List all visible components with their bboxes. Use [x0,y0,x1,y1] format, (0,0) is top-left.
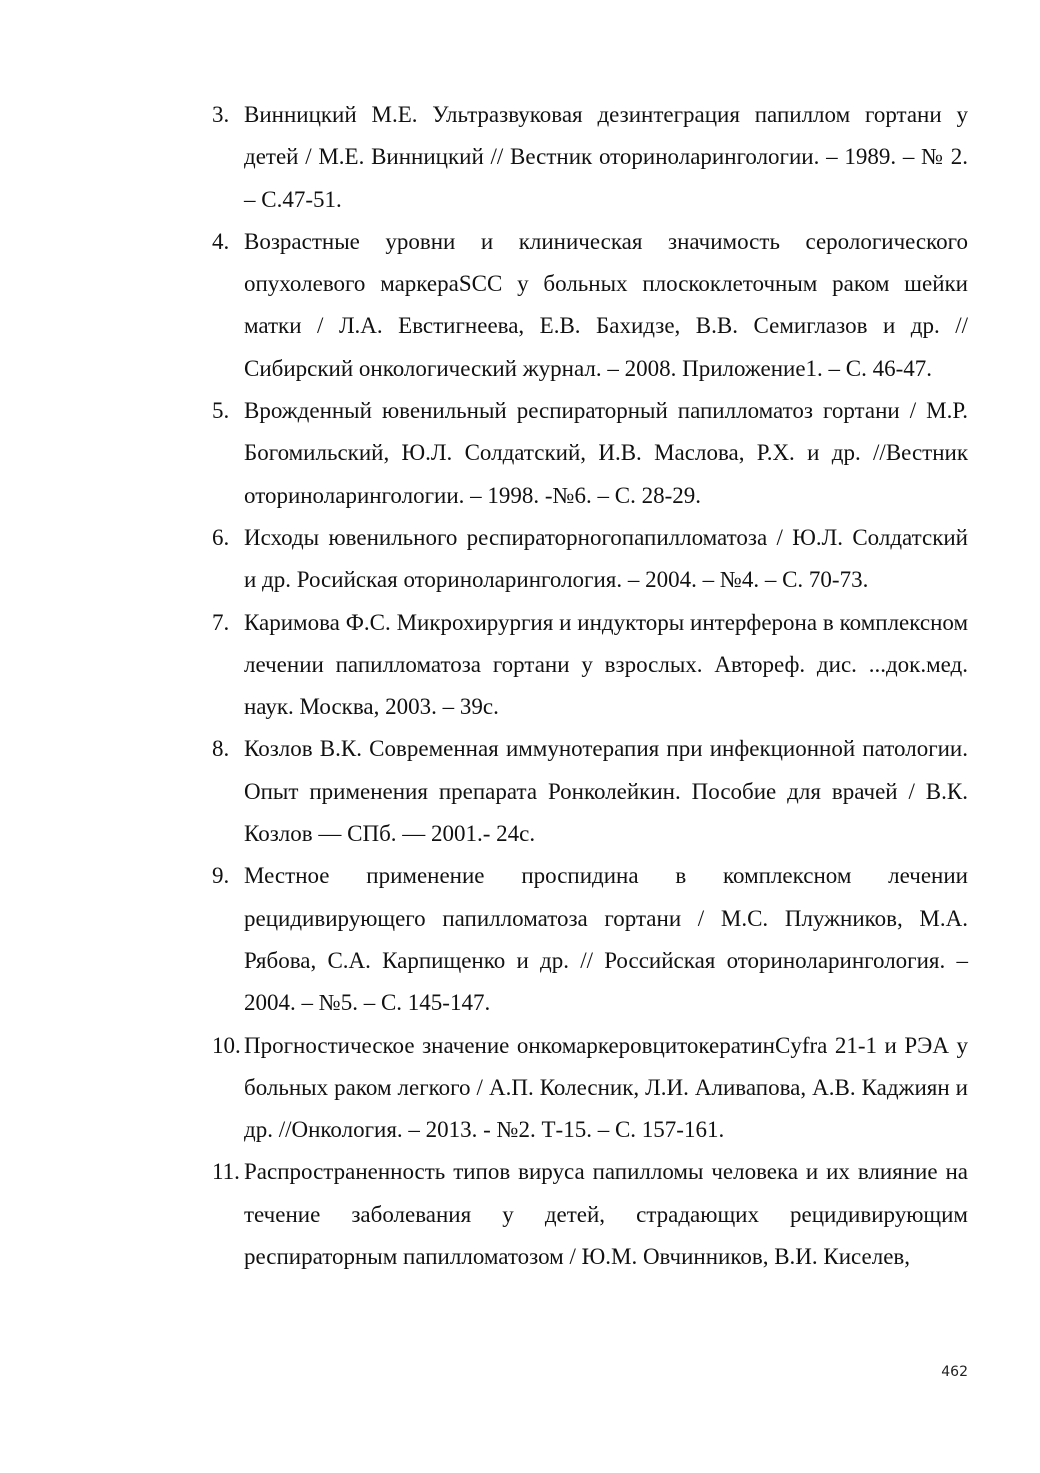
reference-number: 10. [212,1032,241,1058]
reference-item [212,602,968,729]
reference-number: 6. [212,524,230,550]
reference-text: Местное применение проспидина в комплексном лечении рецидивирующего папилломатоза гортани / М.С. Плужников, М.А. Рябова, С.А. Карпищенко и др. // Российская оториноларингология. – 2004. – №5. – С. 145-147. [244,863,968,1016]
reference-item [212,221,968,390]
reference-text: Каримова Ф.С. Микрохирургия и индукторы интерферона в комплексном лечении папилломатоза гортани у взрослых. Автореф. дис. ...док.мед. наук. Москва, 2003. – 39с. [244,609,968,720]
reference-number: 3. [212,102,230,127]
reference-text: Врожденный ювенильный респираторный папилломатоз гортани / М.Р. Богомильский, Ю.Л. Солдатский, И.В. Маслова, Р.Х. и др. //Вестник оториноларингологии. – 1998. -№6. – С. 28-29. [244,398,968,508]
reference-text: Прогностическое значение онкомаркеровцитокератинCyfra 21-1 и РЭА у больных раком легкого / А.П. Колесник, Л.И. Аливапова, А.В. Каджиян и др. //Онкология. – 2013. - №2. Т-15. – С. 157-161. [244,1032,968,1143]
page-number: 462 [941,1364,968,1380]
reference-item [212,94,968,221]
reference-number: 11. [212,1159,240,1185]
reference-text: Исходы ювенильного респираторногопапилломатоза / Ю.Л. Солдатский и др. Росийская оториноларингология. – 2004. – №4. – С. 70-73. [244,524,968,593]
reference-number: 9. [212,863,230,889]
reference-item [212,390,968,517]
reference-number: 7. [212,609,230,635]
reference-text: Винницкий М.Е. Ультразвуковая дезинтеграция папиллом гортани у детей / М.Е. Винницкий // Вестник оториноларингологии. – 1989. – № 2. – С.47-51. [244,102,968,212]
reference-item [212,1151,968,1278]
reference-item [212,517,968,602]
reference-list [212,94,968,1278]
reference-text: Козлов В.К. Современная иммунотерапия при инфекционной патологии. Опыт применения препарата Ронколейкин. Пособие для врачей / В.К. Козлов — СПб. — 2001.- 24с. [244,736,968,847]
reference-text: Распространенность типов вируса папилломы человека и их влияние на течение заболевания у детей, страдающих рецидивирующим респираторным папилломатозом / Ю.М. Овчинников, В.И. Киселев, [244,1159,968,1270]
reference-item [212,728,968,855]
reference-item [212,1025,968,1152]
reference-number: 4. [212,228,230,254]
reference-number: 8. [212,736,230,762]
reference-text: Возрастные уровни и клиническая значимость серологического опухолевого маркераSCC у больных плоскоклеточным раком шейки матки / Л.А. Евстигнеева, Е.В. Бахидзе, В.В. Семиглазов и др. //Сибирский онкологический журнал. – 2008. Приложение1. – С. 46-47. [244,228,968,381]
reference-item [212,855,968,1024]
reference-number: 5. [212,398,230,424]
